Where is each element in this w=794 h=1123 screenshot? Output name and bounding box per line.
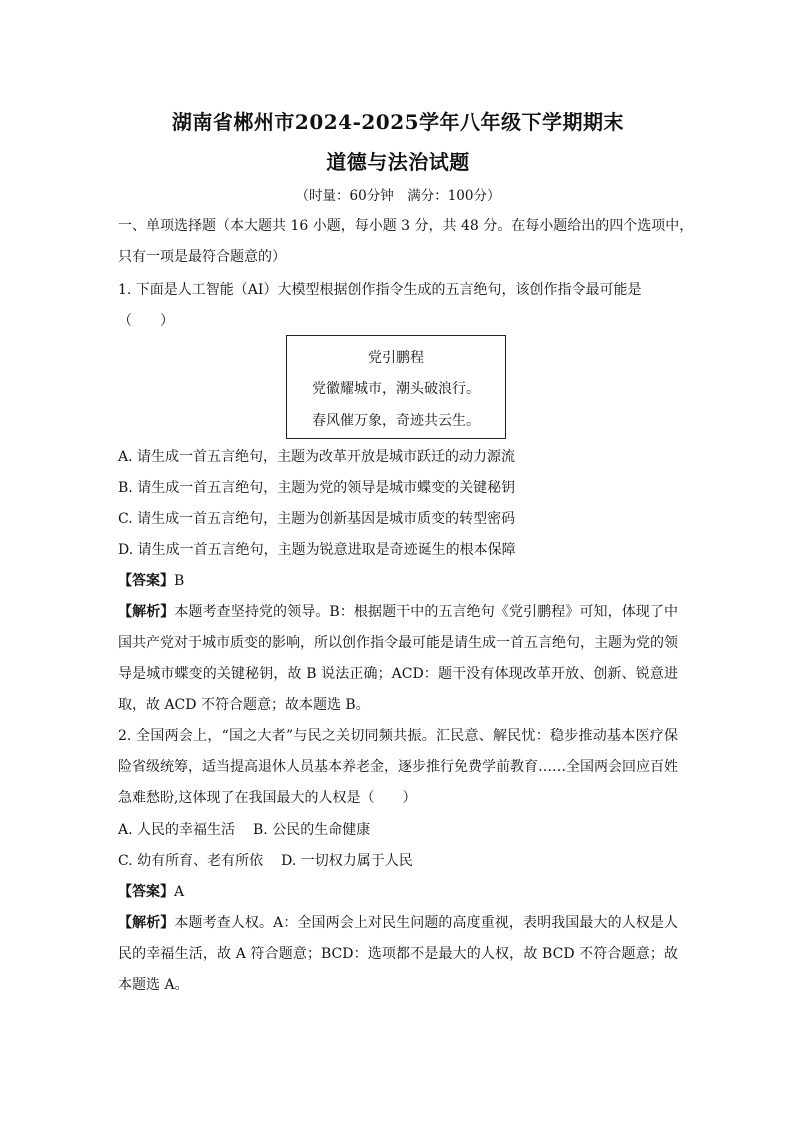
- analysis-label: 【解析】: [118, 915, 175, 931]
- analysis-text: 本题考查人权。A：全国两会上对民生问题的高度重视，表明我国最大的人权是人民的幸福生活，故 A 符合题意；BCD：选项都不是最大的人权，故 BCD 不符合题意；故本题选 A。: [118, 915, 679, 993]
- question1-option-d: D. 请生成一首五言绝句，主题为锐意进取是奇迹诞生的根本保障: [118, 542, 516, 558]
- answer-value: B: [174, 573, 185, 589]
- question2-analysis: [118, 908, 678, 1001]
- poem-line2: 春风催万象，奇迹共云生。: [312, 413, 480, 429]
- answer-label: 【答案】: [118, 573, 174, 589]
- question2-option-c: C. 幼有所育、老有所依: [118, 853, 264, 869]
- question2-options-row1: [118, 820, 370, 840]
- question2-options-row2: [118, 851, 413, 871]
- answer-value: A: [174, 884, 185, 900]
- exam-title-line2: 道德与法治试题: [326, 150, 470, 174]
- question1-answer: [118, 571, 184, 591]
- analysis-text: 本题考查坚持党的领导。B：根据题干中的五言绝句《党引鹏程》可知，体现了中国共产党对于城市质变的影响，所以创作指令最可能是请生成一首五言绝句，主题为党的领导是城市蝶变的关键秘钥，故 B 说法正确；ACD：题干没有体现改革开放、创新、锐意进取，故 ACD 不符合题意；故本题选 B。: [118, 604, 678, 713]
- section-heading-line1: 一、单项选择题（本大题共 16 小题，每小题 3 分，共 48 分。在每小题给出的四个选项中，: [118, 218, 694, 234]
- question1-analysis: [118, 597, 678, 721]
- exam-time-and-score: （时量：60分钟 满分：100分）: [295, 188, 501, 204]
- poem-title: 党引鹏程: [368, 350, 424, 366]
- question1-option-a: A. 请生成一首五言绝句，主题为改革开放是城市跃迁的动力源流: [118, 449, 516, 465]
- question2-option-b: B. 公民的生命健康: [253, 822, 371, 838]
- exam-title-line1: 湖南省郴州市2024-2025学年八年级下学期期末: [171, 110, 625, 134]
- question2-option-d: D. 一切权力属于人民: [281, 853, 413, 869]
- question2-answer: [118, 882, 184, 902]
- answer-label: 【答案】: [118, 884, 174, 900]
- analysis-label: 【解析】: [118, 604, 175, 620]
- question2-stem: 2. 全国两会上，“国之大者”与民之关切同频共振。汇民意、解民忧：稳步推动基本医疗保险省级统筹，适当提高退休人员基本养老金，逐步推行免费学前教育……全国两会回应百姓急难愁盼,这体现了在我国最大的人权是（ ）: [118, 728, 678, 806]
- question2-option-a: A. 人民的幸福生活: [118, 822, 236, 838]
- question1-stem-line1: 1. 下面是人工智能（AI）大模型根据创作指令生成的五言绝句，该创作指令最可能是: [118, 282, 642, 298]
- section-heading-line2: 只有一项是最符合题意的）: [118, 249, 286, 265]
- question1-option-c: C. 请生成一首五言绝句，主题为创新基因是城市质变的转型密码: [118, 511, 516, 527]
- poem-box: [286, 335, 506, 439]
- poem-line1: 党徽耀城市，潮头破浪行。: [312, 381, 480, 397]
- question1-stem-line2: （ ）: [118, 313, 174, 329]
- question1-option-b: B. 请生成一首五言绝句，主题为党的领导是城市蝶变的关键秘钥: [118, 480, 516, 496]
